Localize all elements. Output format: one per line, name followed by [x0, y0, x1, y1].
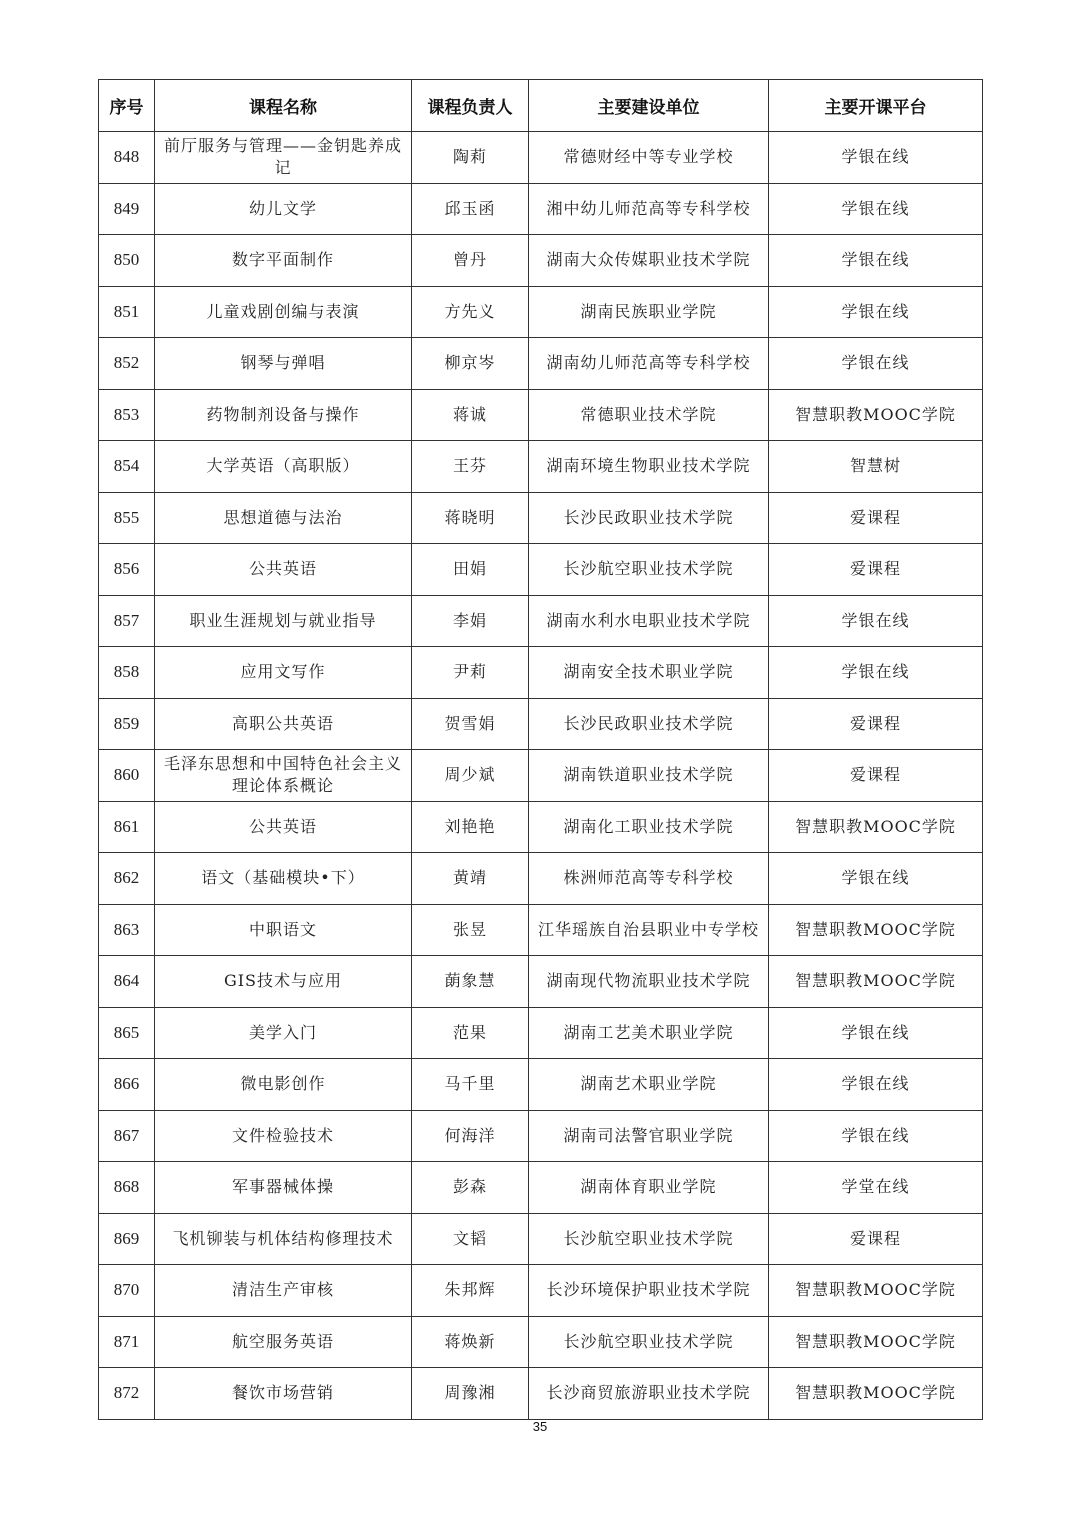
platform-cell: 爱课程 [769, 1213, 983, 1265]
institution-cell: 长沙航空职业技术学院 [529, 1213, 769, 1265]
serial-cell: 864 [99, 956, 155, 1008]
course-name-cell: 微电影创作 [155, 1059, 412, 1111]
table-row [99, 132, 983, 184]
course-name-cell: 飞机铆装与机体结构修理技术 [155, 1213, 412, 1265]
institution-cell: 湖南现代物流职业技术学院 [529, 956, 769, 1008]
course-table [98, 79, 983, 1420]
course-name-cell: 美学入门 [155, 1007, 412, 1059]
platform-cell: 智慧职教MOOC学院 [769, 904, 983, 956]
serial-cell: 870 [99, 1265, 155, 1317]
table-row [99, 183, 983, 235]
table-row [99, 338, 983, 390]
course-lead-cell: 周豫湘 [412, 1368, 529, 1420]
institution-cell: 湖南铁道职业技术学院 [529, 750, 769, 802]
table-row [99, 1265, 983, 1317]
table-row [99, 1162, 983, 1214]
platform-cell: 智慧职教MOOC学院 [769, 956, 983, 1008]
course-lead-cell: 刘艳艳 [412, 801, 529, 853]
institution-cell: 常德财经中等专业学校 [529, 132, 769, 184]
course-lead-cell: 蒋晓明 [412, 492, 529, 544]
course-name-cell: GIS技术与应用 [155, 956, 412, 1008]
course-lead-cell: 田娟 [412, 544, 529, 596]
table-header-row [99, 80, 983, 132]
platform-cell: 学堂在线 [769, 1162, 983, 1214]
course-lead-cell: 贺雪娟 [412, 698, 529, 750]
course-lead-cell: 曾丹 [412, 235, 529, 287]
serial-cell: 868 [99, 1162, 155, 1214]
course-lead-cell: 柳京岑 [412, 338, 529, 390]
table-row [99, 1110, 983, 1162]
institution-cell: 湘中幼儿师范高等专科学校 [529, 183, 769, 235]
course-lead-cell: 范果 [412, 1007, 529, 1059]
header-institution: 主要建设单位 [529, 80, 769, 132]
institution-cell: 长沙环境保护职业技术学院 [529, 1265, 769, 1317]
table-row [99, 647, 983, 699]
institution-cell: 湖南水利水电职业技术学院 [529, 595, 769, 647]
platform-cell: 学银在线 [769, 1007, 983, 1059]
table-row [99, 441, 983, 493]
platform-cell: 智慧职教MOOC学院 [769, 801, 983, 853]
course-lead-cell: 蓢象慧 [412, 956, 529, 1008]
serial-cell: 860 [99, 750, 155, 802]
platform-cell: 学银在线 [769, 183, 983, 235]
serial-cell: 858 [99, 647, 155, 699]
course-lead-cell: 尹莉 [412, 647, 529, 699]
header-serial: 序号 [99, 80, 155, 132]
table-row [99, 1368, 983, 1420]
course-lead-cell: 黄靖 [412, 853, 529, 905]
institution-cell: 湖南安全技术职业学院 [529, 647, 769, 699]
course-name-cell: 大学英语（高职版） [155, 441, 412, 493]
serial-cell: 848 [99, 132, 155, 184]
course-lead-cell: 周少斌 [412, 750, 529, 802]
serial-cell: 853 [99, 389, 155, 441]
institution-cell: 长沙商贸旅游职业技术学院 [529, 1368, 769, 1420]
institution-cell: 湖南环境生物职业技术学院 [529, 441, 769, 493]
course-lead-cell: 朱邦辉 [412, 1265, 529, 1317]
platform-cell: 学银在线 [769, 235, 983, 287]
table-row [99, 286, 983, 338]
institution-cell: 长沙民政职业技术学院 [529, 492, 769, 544]
institution-cell: 湖南工艺美术职业学院 [529, 1007, 769, 1059]
serial-cell: 856 [99, 544, 155, 596]
serial-cell: 872 [99, 1368, 155, 1420]
course-lead-cell: 王芬 [412, 441, 529, 493]
platform-cell: 智慧职教MOOC学院 [769, 1368, 983, 1420]
serial-cell: 866 [99, 1059, 155, 1111]
table-row [99, 956, 983, 1008]
table-row [99, 1007, 983, 1059]
page-number: 35 [532, 1419, 548, 1434]
header-course-name: 课程名称 [155, 80, 412, 132]
serial-cell: 849 [99, 183, 155, 235]
course-lead-cell: 方先义 [412, 286, 529, 338]
course-lead-cell: 李娟 [412, 595, 529, 647]
course-table-container [98, 79, 982, 1420]
course-lead-cell: 蒋诚 [412, 389, 529, 441]
table-row [99, 750, 983, 802]
platform-cell: 智慧职教MOOC学院 [769, 1265, 983, 1317]
platform-cell: 爱课程 [769, 544, 983, 596]
serial-cell: 851 [99, 286, 155, 338]
course-name-cell: 数字平面制作 [155, 235, 412, 287]
institution-cell: 长沙航空职业技术学院 [529, 544, 769, 596]
course-lead-cell: 何海洋 [412, 1110, 529, 1162]
serial-cell: 852 [99, 338, 155, 390]
course-name-cell: 思想道德与法治 [155, 492, 412, 544]
table-row [99, 698, 983, 750]
course-name-cell: 药物制剂设备与操作 [155, 389, 412, 441]
serial-cell: 862 [99, 853, 155, 905]
serial-cell: 855 [99, 492, 155, 544]
serial-cell: 861 [99, 801, 155, 853]
table-row [99, 595, 983, 647]
header-course-lead: 课程负责人 [412, 80, 529, 132]
institution-cell: 常德职业技术学院 [529, 389, 769, 441]
course-name-cell: 中职语文 [155, 904, 412, 956]
institution-cell: 湖南化工职业技术学院 [529, 801, 769, 853]
platform-cell: 学银在线 [769, 286, 983, 338]
course-lead-cell: 张昱 [412, 904, 529, 956]
platform-cell: 爱课程 [769, 698, 983, 750]
platform-cell: 学银在线 [769, 1110, 983, 1162]
course-name-cell: 公共英语 [155, 801, 412, 853]
course-name-cell: 儿童戏剧创编与表演 [155, 286, 412, 338]
institution-cell: 湖南司法警官职业学院 [529, 1110, 769, 1162]
table-row [99, 235, 983, 287]
platform-cell: 学银在线 [769, 853, 983, 905]
institution-cell: 长沙民政职业技术学院 [529, 698, 769, 750]
institution-cell: 株洲师范高等专科学校 [529, 853, 769, 905]
platform-cell: 爱课程 [769, 750, 983, 802]
course-lead-cell: 邱玉函 [412, 183, 529, 235]
serial-cell: 871 [99, 1316, 155, 1368]
platform-cell: 智慧职教MOOC学院 [769, 1316, 983, 1368]
institution-cell: 湖南民族职业学院 [529, 286, 769, 338]
table-row [99, 1059, 983, 1111]
course-name-cell: 幼儿文学 [155, 183, 412, 235]
platform-cell: 学银在线 [769, 647, 983, 699]
course-name-cell: 语文（基础模块•下） [155, 853, 412, 905]
course-name-cell: 航空服务英语 [155, 1316, 412, 1368]
serial-cell: 850 [99, 235, 155, 287]
platform-cell: 学银在线 [769, 338, 983, 390]
course-lead-cell: 马千里 [412, 1059, 529, 1111]
course-name-cell: 军事器械体操 [155, 1162, 412, 1214]
course-name-cell: 钢琴与弹唱 [155, 338, 412, 390]
course-name-cell: 应用文写作 [155, 647, 412, 699]
institution-cell: 江华瑶族自治县职业中专学校 [529, 904, 769, 956]
header-platform: 主要开课平台 [769, 80, 983, 132]
table-row [99, 389, 983, 441]
serial-cell: 857 [99, 595, 155, 647]
platform-cell: 智慧树 [769, 441, 983, 493]
table-body [99, 132, 983, 1420]
table-row [99, 853, 983, 905]
course-name-cell: 前厅服务与管理——金钥匙养成记 [155, 132, 412, 184]
course-name-cell: 高职公共英语 [155, 698, 412, 750]
platform-cell: 爱课程 [769, 492, 983, 544]
serial-cell: 867 [99, 1110, 155, 1162]
serial-cell: 865 [99, 1007, 155, 1059]
institution-cell: 湖南体育职业学院 [529, 1162, 769, 1214]
course-name-cell: 清洁生产审核 [155, 1265, 412, 1317]
serial-cell: 869 [99, 1213, 155, 1265]
table-row [99, 1213, 983, 1265]
table-row [99, 492, 983, 544]
serial-cell: 854 [99, 441, 155, 493]
course-lead-cell: 彭森 [412, 1162, 529, 1214]
table-row [99, 544, 983, 596]
table-row [99, 904, 983, 956]
institution-cell: 湖南大众传媒职业技术学院 [529, 235, 769, 287]
platform-cell: 智慧职教MOOC学院 [769, 389, 983, 441]
table-row [99, 1316, 983, 1368]
course-name-cell: 文件检验技术 [155, 1110, 412, 1162]
course-name-cell: 毛泽东思想和中国特色社会主义理论体系概论 [155, 750, 412, 802]
course-lead-cell: 陶莉 [412, 132, 529, 184]
institution-cell: 湖南艺术职业学院 [529, 1059, 769, 1111]
serial-cell: 863 [99, 904, 155, 956]
institution-cell: 湖南幼儿师范高等专科学校 [529, 338, 769, 390]
course-name-cell: 公共英语 [155, 544, 412, 596]
course-name-cell: 职业生涯规划与就业指导 [155, 595, 412, 647]
platform-cell: 学银在线 [769, 1059, 983, 1111]
table-row [99, 801, 983, 853]
course-lead-cell: 蒋焕新 [412, 1316, 529, 1368]
serial-cell: 859 [99, 698, 155, 750]
platform-cell: 学银在线 [769, 132, 983, 184]
institution-cell: 长沙航空职业技术学院 [529, 1316, 769, 1368]
course-name-cell: 餐饮市场营销 [155, 1368, 412, 1420]
platform-cell: 学银在线 [769, 595, 983, 647]
course-lead-cell: 文韬 [412, 1213, 529, 1265]
